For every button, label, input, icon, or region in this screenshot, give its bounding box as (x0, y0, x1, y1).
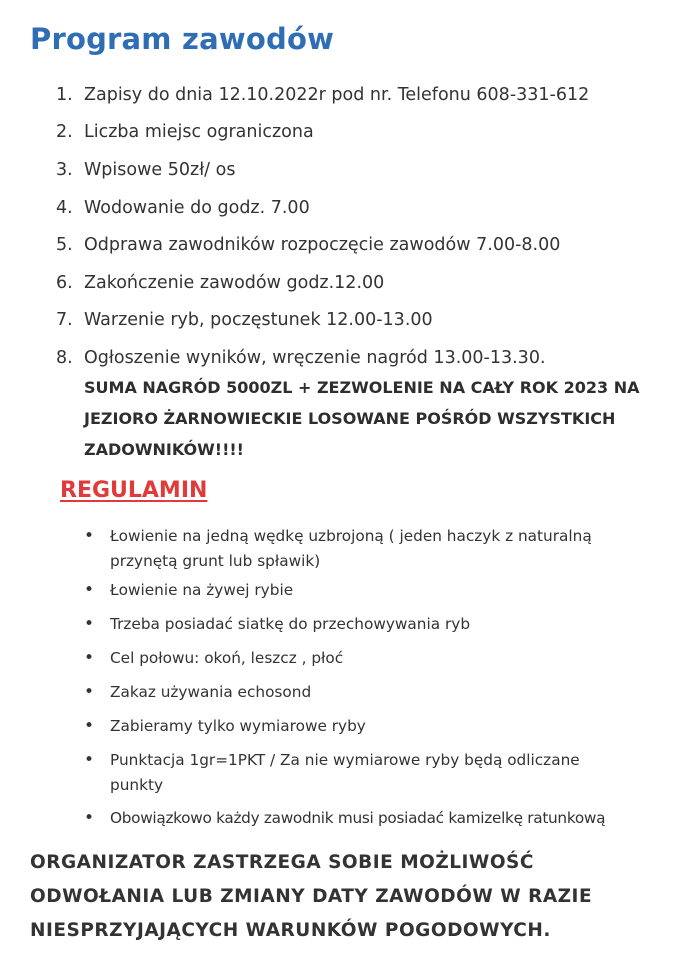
regulamin-heading: REGULAMIN (60, 478, 208, 503)
program-item-number: 5. (56, 235, 73, 256)
bullet-icon: • (84, 808, 95, 828)
rule-text: Łowienie na jedną wędkę uzbrojoną ( jeden haczyk z naturalną (110, 527, 592, 545)
rule-item (84, 578, 696, 612)
rule-text: Zabieramy tylko wymiarowe ryby (110, 717, 366, 735)
program-item (56, 76, 686, 114)
bullet-icon: • (84, 750, 95, 770)
rule-text-cont: punkty (110, 776, 164, 794)
rule-item (84, 646, 696, 680)
program-item (56, 189, 686, 227)
prize-line: JEZIORO ŻARNOWIECKIE LOSOWANE POŚRÓD WSZYSTKICH (84, 409, 616, 428)
program-item-text: Liczba miejsc ograniczona (84, 122, 314, 143)
program-item-text: Zakończenie zawodów godz.12.00 (84, 272, 385, 293)
program-item-text: Wpisowe 50zł/ os (84, 159, 236, 180)
program-list (56, 76, 686, 377)
rule-item (84, 806, 696, 836)
page-title: Program zawodów (30, 22, 335, 56)
bullet-icon: • (84, 580, 95, 600)
notice-line: ODWOŁANIA LUB ZMIANY DATY ZAWODÓW W RAZIE (30, 886, 593, 907)
rule-text: Punktacja 1gr=1PKT / Za nie wymiarowe ryby będą odliczane (110, 751, 580, 769)
organizer-notice (30, 846, 690, 948)
program-item-text: Wodowanie do godz. 7.00 (84, 197, 310, 218)
program-item-number: 6. (56, 272, 73, 293)
rule-text: Cel połowu: okoń, leszcz , płoć (110, 649, 344, 667)
program-item-number: 3. (56, 159, 73, 180)
rule-text: Łowienie na żywej rybie (110, 581, 294, 599)
program-item-number: 8. (56, 347, 73, 368)
program-item-text: Ogłoszenie wyników, wręczenie nagród 13.00-13.30. (84, 347, 546, 368)
prize-announcement (84, 372, 684, 465)
program-item (56, 302, 686, 340)
notice-line: NIESPRZYJAJĄCYCH WARUNKÓW POGODOWYCH. (30, 920, 551, 941)
prize-line: SUMA NAGRÓD 5000ZL + ZEZWOLENIE NA CAŁY ROK 2023 NA (84, 378, 640, 397)
program-item-number: 7. (56, 310, 73, 331)
program-item (56, 114, 686, 152)
program-item (56, 264, 686, 302)
bullet-icon: • (84, 614, 95, 634)
rule-item (84, 748, 696, 806)
rule-item (84, 524, 696, 578)
program-item-number: 2. (56, 122, 73, 143)
notice-line: ORGANIZATOR ZASTRZEGA SOBIE MOŻLIWOŚĆ (30, 852, 534, 873)
rules-list (84, 524, 696, 836)
rule-item (84, 714, 696, 748)
rule-item (84, 612, 696, 646)
program-item (56, 226, 686, 264)
program-item-text: Warzenie ryb, poczęstunek 12.00-13.00 (84, 310, 433, 331)
rule-text: Trzeba posiadać siatkę do przechowywania ryb (110, 615, 471, 633)
rule-text: Obowiązkowo każdy zawodnik musi posiadać kamizelkę ratunkową (110, 809, 606, 827)
prize-line: ZADOWNIKÓW!!!! (84, 440, 244, 459)
program-item-number: 4. (56, 197, 73, 218)
bullet-icon: • (84, 682, 95, 702)
bullet-icon: • (84, 648, 95, 668)
rule-text: Zakaz używania echosond (110, 683, 312, 701)
program-item-number: 1. (56, 84, 73, 105)
program-item-text: Odprawa zawodników rozpoczęcie zawodów 7.00-8.00 (84, 235, 561, 256)
bullet-icon: • (84, 716, 95, 736)
bullet-icon: • (84, 526, 95, 546)
program-item-text: Zapisy do dnia 12.10.2022r pod nr. Telefonu 608-331-612 (84, 84, 590, 105)
program-item (56, 151, 686, 189)
rule-text-cont: przynętą grunt lub spławik) (110, 552, 321, 570)
rule-item (84, 680, 696, 714)
